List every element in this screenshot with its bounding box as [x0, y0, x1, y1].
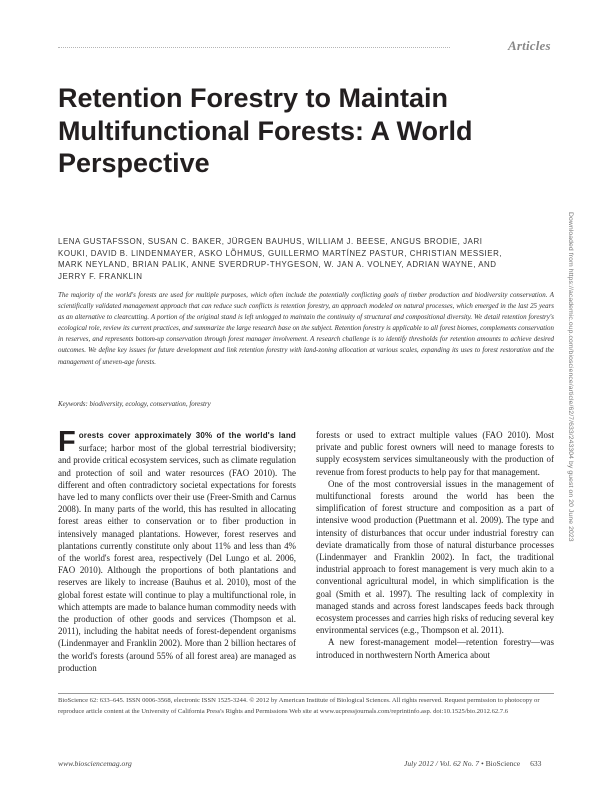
section-label: Articles: [508, 38, 551, 53]
section-divider: [58, 47, 450, 48]
download-note: Downloaded from https://academic.oup.com/bioscience/article/62/7/633/243304 by guest on 20 June 2023: [567, 212, 574, 542]
issue-text: July 2012 / Vol. 62 No. 7 •: [404, 759, 484, 768]
footer-issue-info: [404, 759, 541, 768]
paragraph: A new forest-management model—retention forestry—was introduced in northwestern North America about: [316, 637, 554, 660]
abstract: The majority of the world's forests are used for multiple purposes, which often include the potentially conflicting goals of timber production and biodiversity conservation. A scientifically validated management approach that can reduce such conflicts is retention forestry, an approach modeled on natural processes, which emerged in the last 25 years as an alternative to clearcutting. A portion of the original stand is left unlogged to maintain the continuity of structural and compositional diversity. We detail retention forestry's ecological role, review its current practices, and summarize the large research base on the subject. Retention forestry is applicable to all forest biomes, complements conservation in reserves, and represents bottom-up conservation through forest manager involvement. A research challenge is to identify thresholds for retention amounts to achieve desired outcomes. We define key issues for future development and link retention forestry with land-zoning allocation at various scales, expanding its uses to forest restoration and the management of uneven-age forests.: [58, 291, 554, 366]
author-list: LENA GUSTAFSSON, SUSAN C. BAKER, JÜRGEN BAUHUS, WILLIAM J. BEESE, ANGUS BRODIE, JARI KOUKI, DAVID B. LINDENMAYER, ASKO LÕHMUS, GUILLERMO MARTÍNEZ PASTUR, CHRISTIAN MESSIER, MARK NEYLAND, BRIAN PALIK, ANNE SVERDRUP-THYGESON, W. JAN A. VOLNEY, ADRIAN WAYNE, AND JERRY F. FRANKLIN: [58, 237, 503, 281]
paragraph: forests or used to extract multiple values (FAO 2010). Most private and public forest owners will need to manage forests to supply ecosystem services simultaneously with the production of revenue from forest products to help pay for that management.: [316, 430, 554, 477]
left-column-text: surface; harbor most of the global terrestrial biodiversity; and provide critical ecosystem services, such as climate regulation and protection of soil and water resources (FAO 2010). The different and often contradictory societal expectations for forests have led to many conflicts over their use (Freer-Smith and Carnus 2008). In many parts of the world, this has resulted in allocating forest areas either to conservation or to fiber production in intensively managed plantations. However, forest reserves and plantations currently constitute only about 11% and less than 4% of the world's forest area, respectively (Del Lungo et al. 2006, FAO 2010). Although the proportions of both plantations and reserves are likely to increase (Bauhus et al. 2010), most of the global forest estate will continue to play a multifunctional role, in which attempts are made to balance human commodity needs with the production of other goods and services (Thompson et al. 2011), including the habitat needs of forest-dependent organisms (Lindenmayer and Franklin 2002). More than 2 billion hectares of the world's forests (around 55% of all forest area) are managed as production: [58, 443, 297, 673]
page-number: 633: [530, 759, 542, 768]
footer-url-link[interactable]: www.biosciencemag.org: [58, 759, 132, 768]
drop-cap: F: [58, 426, 76, 458]
footnote-divider: [58, 693, 554, 694]
publication-footnote: BioScience 62: 633–645. ISSN 0006-3568, electronic ISSN 1525-3244. © 2012 by American Institute of Biological Sciences. All rights reserved. Request permission to photocopy or reproduce article content at the University of California Press's Rights and Permissions Web site at www.ucpressjournals.com/reprintinfo.asp. doi:10.1525/bio.2012.62.7.6: [58, 697, 540, 715]
paragraph: One of the most controversial issues in the management of multifunctional forests around the world has been the simplification of forest structure and composition as a part of intensive wood production (Puettmann et al. 2009). The type and intensity of disturbances that occur under industrial forestry can deviate dramatically from those of natural disturbance processes (Lindenmayer and Franklin 2002). In fact, the traditional industrial approach to forest management is very much akin to a conventional agricultural model, in which simplification is the goal (Smith et al. 1997). The resulting lack of complexity in managed stands and across forest landscapes feeds back through ecosystem processes and carries high risks of reducing several key environmental services (e.g., Thompson et al. 2011).: [316, 478, 555, 636]
keywords-text: biodiversity, ecology, conservation, forestry: [89, 400, 211, 408]
lead-words: orests cover approximately 30% of the world's land: [78, 431, 296, 440]
keywords: [58, 400, 211, 408]
body-column-left: [58, 426, 297, 674]
article-title: Retention Forestry to Maintain Multifunctional Forests: A World Perspective: [58, 83, 473, 178]
body-column-right: [316, 429, 554, 661]
keywords-label: Keywords:: [58, 400, 88, 408]
journal-name: BioScience: [485, 759, 521, 768]
